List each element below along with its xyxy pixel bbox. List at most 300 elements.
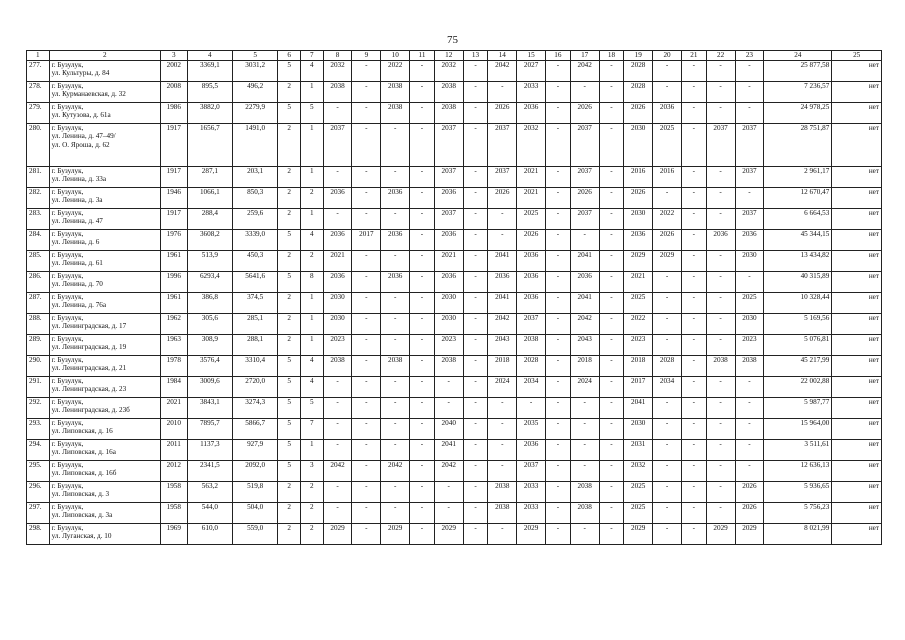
address-cell: г. Бузулук, ул. Липовская, д. 16 <box>49 418 160 439</box>
value-cell: 1 <box>300 166 323 187</box>
value-cell: 2038 <box>434 102 463 123</box>
value-cell: 2023 <box>434 334 463 355</box>
value-cell: - <box>706 187 735 208</box>
value-cell: - <box>546 187 571 208</box>
value-cell: - <box>352 166 381 187</box>
flag-cell: нет <box>832 81 882 102</box>
value-cell: 2030 <box>323 313 352 334</box>
row-number-cell: 282. <box>27 187 50 208</box>
value-cell: 1961 <box>160 292 187 313</box>
column-header-8: 8 <box>323 51 352 61</box>
value-cell: - <box>323 102 352 123</box>
value-cell: 2 <box>300 250 323 271</box>
value-cell: - <box>681 187 706 208</box>
value-cell: 2008 <box>160 81 187 102</box>
value-cell: - <box>599 523 624 544</box>
value-cell: 450,3 <box>233 250 278 271</box>
value-cell: 2034 <box>517 376 546 397</box>
value-cell: - <box>463 102 488 123</box>
value-cell: 2038 <box>323 355 352 376</box>
value-cell: - <box>570 418 599 439</box>
value-cell: 1 <box>300 292 323 313</box>
value-cell: - <box>681 397 706 418</box>
table-row <box>27 523 882 544</box>
table-row <box>27 313 882 334</box>
value-cell: - <box>323 166 352 187</box>
value-cell: - <box>410 166 435 187</box>
value-cell: - <box>546 355 571 376</box>
value-cell: 2037 <box>570 123 599 166</box>
value-cell: 5 <box>278 397 301 418</box>
row-number-cell: 277. <box>27 60 50 81</box>
value-cell: 3608,2 <box>187 229 232 250</box>
value-cell: 2037 <box>434 123 463 166</box>
value-cell: 2029 <box>653 250 682 271</box>
column-header-24: 24 <box>764 51 832 61</box>
value-cell: 2036 <box>323 187 352 208</box>
value-cell: 2036 <box>434 271 463 292</box>
value-cell: 3882,0 <box>187 102 232 123</box>
cost-cell: 5 169,56 <box>764 313 832 334</box>
value-cell: - <box>463 292 488 313</box>
value-cell: 374,5 <box>233 292 278 313</box>
row-number-cell: 291. <box>27 376 50 397</box>
cost-cell: 5 076,81 <box>764 334 832 355</box>
value-cell: - <box>410 397 435 418</box>
column-header-12: 12 <box>434 51 463 61</box>
value-cell: - <box>410 60 435 81</box>
cost-cell: 6 664,53 <box>764 208 832 229</box>
value-cell: 2038 <box>434 81 463 102</box>
column-header-16: 16 <box>546 51 571 61</box>
column-header-6: 6 <box>278 51 301 61</box>
row-number-cell: 288. <box>27 313 50 334</box>
value-cell: 3369,1 <box>187 60 232 81</box>
value-cell: - <box>706 271 735 292</box>
value-cell: - <box>599 376 624 397</box>
value-cell: - <box>735 60 764 81</box>
value-cell: 2042 <box>488 313 517 334</box>
value-cell: - <box>323 376 352 397</box>
value-cell: - <box>681 460 706 481</box>
value-cell: - <box>706 60 735 81</box>
value-cell: - <box>681 229 706 250</box>
value-cell: 2 <box>278 250 301 271</box>
value-cell: - <box>546 271 571 292</box>
value-cell: - <box>546 460 571 481</box>
value-cell: 2017 <box>352 229 381 250</box>
value-cell: 5 <box>278 439 301 460</box>
value-cell: - <box>434 502 463 523</box>
value-cell: 1984 <box>160 376 187 397</box>
value-cell: 5 <box>300 397 323 418</box>
value-cell: 2016 <box>624 166 653 187</box>
table-header <box>27 51 882 61</box>
value-cell: 2 <box>300 481 323 502</box>
value-cell: 2 <box>278 481 301 502</box>
page-number: 75 <box>447 34 458 46</box>
flag-cell: нет <box>832 397 882 418</box>
value-cell: - <box>599 502 624 523</box>
flag-cell: нет <box>832 187 882 208</box>
value-cell: - <box>599 60 624 81</box>
value-cell: 496,2 <box>233 81 278 102</box>
value-cell: - <box>546 123 571 166</box>
column-header-17: 17 <box>570 51 599 61</box>
value-cell: - <box>463 123 488 166</box>
value-cell: 2033 <box>517 81 546 102</box>
value-cell: - <box>735 376 764 397</box>
value-cell: 2029 <box>706 523 735 544</box>
address-cell: г. Бузулук, ул. Ленинградская, д. 23 <box>49 376 160 397</box>
value-cell: 2038 <box>381 355 410 376</box>
value-cell: 2031 <box>624 439 653 460</box>
value-cell: - <box>735 271 764 292</box>
value-cell: 7895,7 <box>187 418 232 439</box>
value-cell: - <box>410 523 435 544</box>
value-cell: 2026 <box>570 187 599 208</box>
table-row <box>27 397 882 418</box>
column-header-2: 2 <box>49 51 160 61</box>
value-cell: 4 <box>300 355 323 376</box>
value-cell: 2021 <box>323 250 352 271</box>
value-cell: - <box>735 81 764 102</box>
value-cell: - <box>381 376 410 397</box>
value-cell: - <box>681 60 706 81</box>
value-cell: 2 <box>300 502 323 523</box>
value-cell: - <box>706 397 735 418</box>
value-cell: - <box>546 439 571 460</box>
table-row <box>27 334 882 355</box>
value-cell: 2041 <box>570 292 599 313</box>
value-cell: 1656,7 <box>187 123 232 166</box>
value-cell: - <box>735 187 764 208</box>
cost-cell: 5 987,77 <box>764 397 832 418</box>
value-cell: - <box>463 313 488 334</box>
value-cell: - <box>352 123 381 166</box>
value-cell: - <box>681 208 706 229</box>
value-cell: - <box>323 481 352 502</box>
value-cell: 2042 <box>434 460 463 481</box>
value-cell: 4 <box>300 229 323 250</box>
value-cell: - <box>599 229 624 250</box>
value-cell: - <box>410 208 435 229</box>
column-header-5: 5 <box>233 51 278 61</box>
value-cell: - <box>463 334 488 355</box>
value-cell: 2036 <box>517 292 546 313</box>
value-cell: - <box>410 81 435 102</box>
value-cell: 5 <box>278 229 301 250</box>
row-number-cell: 298. <box>27 523 50 544</box>
flag-cell: нет <box>832 355 882 376</box>
value-cell: 519,8 <box>233 481 278 502</box>
value-cell: 2 <box>278 123 301 166</box>
value-cell: 2041 <box>488 292 517 313</box>
table-row <box>27 187 882 208</box>
value-cell: 1969 <box>160 523 187 544</box>
value-cell: - <box>570 397 599 418</box>
value-cell: 2 <box>278 523 301 544</box>
value-cell: - <box>706 376 735 397</box>
value-cell: 544,0 <box>187 502 232 523</box>
value-cell: 5 <box>278 460 301 481</box>
value-cell: 2038 <box>381 81 410 102</box>
flag-cell: нет <box>832 376 882 397</box>
value-cell: - <box>323 397 352 418</box>
value-cell: - <box>681 355 706 376</box>
row-number-cell: 293. <box>27 418 50 439</box>
value-cell: 2030 <box>735 313 764 334</box>
value-cell: - <box>352 208 381 229</box>
value-cell: 288,1 <box>233 334 278 355</box>
value-cell: - <box>352 292 381 313</box>
value-cell: - <box>706 250 735 271</box>
value-cell: 2043 <box>570 334 599 355</box>
value-cell: - <box>681 81 706 102</box>
value-cell: 895,5 <box>187 81 232 102</box>
value-cell: 3009,6 <box>187 376 232 397</box>
value-cell: - <box>706 502 735 523</box>
value-cell: - <box>463 60 488 81</box>
value-cell: 2030 <box>624 123 653 166</box>
value-cell: - <box>599 439 624 460</box>
value-cell: 2021 <box>517 166 546 187</box>
value-cell: 2038 <box>517 334 546 355</box>
value-cell: - <box>546 523 571 544</box>
value-cell: 2025 <box>653 123 682 166</box>
value-cell: 4 <box>300 376 323 397</box>
address-cell: г. Бузулук, ул. Ленина, д. 47–49/ ул. О. Яроша, д. 62 <box>49 123 160 166</box>
value-cell: 2036 <box>517 271 546 292</box>
value-cell: 3031,2 <box>233 60 278 81</box>
value-cell: 2029 <box>381 523 410 544</box>
address-cell: г. Бузулук, ул. Ленинградская, д. 17 <box>49 313 160 334</box>
value-cell: - <box>463 418 488 439</box>
value-cell: - <box>323 418 352 439</box>
value-cell: - <box>599 334 624 355</box>
value-cell: 2037 <box>570 208 599 229</box>
value-cell: - <box>488 418 517 439</box>
value-cell: - <box>463 439 488 460</box>
value-cell: 5 <box>278 60 301 81</box>
value-cell: 1 <box>300 208 323 229</box>
value-cell: 1958 <box>160 502 187 523</box>
cost-cell: 8 021,99 <box>764 523 832 544</box>
row-number-cell: 294. <box>27 439 50 460</box>
value-cell: - <box>352 502 381 523</box>
column-header-15: 15 <box>517 51 546 61</box>
value-cell: 2026 <box>735 481 764 502</box>
address-cell: г. Бузулук, ул. Липовская, д. 3 <box>49 481 160 502</box>
row-number-cell: 285. <box>27 250 50 271</box>
value-cell: 2028 <box>517 355 546 376</box>
value-cell: - <box>381 250 410 271</box>
value-cell: 2037 <box>517 460 546 481</box>
value-cell: 2002 <box>160 60 187 81</box>
value-cell: 2011 <box>160 439 187 460</box>
cost-cell: 25 877,58 <box>764 60 832 81</box>
value-cell: - <box>410 460 435 481</box>
value-cell: 2034 <box>653 376 682 397</box>
value-cell: - <box>463 81 488 102</box>
value-cell: 5 <box>278 271 301 292</box>
value-cell: - <box>570 460 599 481</box>
value-cell: 2037 <box>735 123 764 166</box>
value-cell: 2022 <box>381 60 410 81</box>
value-cell: 2025 <box>624 481 653 502</box>
value-cell: 2042 <box>570 313 599 334</box>
value-cell: - <box>381 418 410 439</box>
value-cell: - <box>599 313 624 334</box>
value-cell: 2027 <box>517 60 546 81</box>
value-cell: 2037 <box>323 123 352 166</box>
value-cell: - <box>599 271 624 292</box>
value-cell: 2 <box>278 334 301 355</box>
value-cell: - <box>653 81 682 102</box>
value-cell: - <box>410 355 435 376</box>
value-cell: - <box>681 439 706 460</box>
value-cell: 1917 <box>160 166 187 187</box>
value-cell: - <box>599 166 624 187</box>
value-cell: - <box>352 376 381 397</box>
cost-cell: 13 434,82 <box>764 250 832 271</box>
value-cell: - <box>546 229 571 250</box>
row-number-cell: 279. <box>27 102 50 123</box>
value-cell: - <box>599 418 624 439</box>
value-cell: - <box>681 334 706 355</box>
value-cell: 850,3 <box>233 187 278 208</box>
address-cell: г. Бузулук, ул. Ленинградская, д. 21 <box>49 355 160 376</box>
value-cell: - <box>463 229 488 250</box>
value-cell: 2036 <box>706 229 735 250</box>
value-cell: 2042 <box>570 60 599 81</box>
value-cell: 2038 <box>570 502 599 523</box>
value-cell: - <box>381 439 410 460</box>
value-cell: 2018 <box>488 355 517 376</box>
table-body <box>27 60 882 544</box>
value-cell: 2042 <box>323 460 352 481</box>
flag-cell: нет <box>832 460 882 481</box>
value-cell: 2022 <box>624 313 653 334</box>
column-header-18: 18 <box>599 51 624 61</box>
value-cell: - <box>517 397 546 418</box>
flag-cell: нет <box>832 60 882 81</box>
value-cell: 2025 <box>735 292 764 313</box>
column-header-11: 11 <box>410 51 435 61</box>
address-cell: г. Бузулук, ул. Ленина, д. 3а <box>49 187 160 208</box>
value-cell: 1961 <box>160 250 187 271</box>
value-cell: - <box>352 481 381 502</box>
value-cell: 2038 <box>381 102 410 123</box>
value-cell: - <box>463 187 488 208</box>
value-cell: - <box>463 208 488 229</box>
value-cell: - <box>381 123 410 166</box>
value-cell: 2 <box>278 187 301 208</box>
value-cell: 2030 <box>735 250 764 271</box>
flag-cell: нет <box>832 292 882 313</box>
value-cell: - <box>546 60 571 81</box>
value-cell: - <box>706 208 735 229</box>
value-cell: 203,1 <box>233 166 278 187</box>
value-cell: - <box>488 439 517 460</box>
value-cell: - <box>463 460 488 481</box>
value-cell: 504,0 <box>233 502 278 523</box>
row-number-cell: 280. <box>27 123 50 166</box>
value-cell: 2018 <box>570 355 599 376</box>
value-cell: - <box>681 250 706 271</box>
flag-cell: нет <box>832 523 882 544</box>
flag-cell: нет <box>832 166 882 187</box>
value-cell: 2029 <box>323 523 352 544</box>
value-cell: - <box>488 229 517 250</box>
value-cell: - <box>410 187 435 208</box>
value-cell: 2030 <box>624 418 653 439</box>
value-cell: - <box>434 376 463 397</box>
cost-cell: 45 217,99 <box>764 355 832 376</box>
column-header-25: 25 <box>832 51 882 61</box>
value-cell: - <box>381 481 410 502</box>
column-header-9: 9 <box>352 51 381 61</box>
value-cell: - <box>570 439 599 460</box>
value-cell: 2341,5 <box>187 460 232 481</box>
table-row <box>27 102 882 123</box>
value-cell: 2 <box>278 166 301 187</box>
value-cell: - <box>410 102 435 123</box>
value-cell: 2720,0 <box>233 376 278 397</box>
row-number-cell: 286. <box>27 271 50 292</box>
value-cell: 2026 <box>570 102 599 123</box>
value-cell: 3274,3 <box>233 397 278 418</box>
value-cell: 2024 <box>570 376 599 397</box>
value-cell: 2279,9 <box>233 102 278 123</box>
value-cell: - <box>463 481 488 502</box>
value-cell: - <box>463 502 488 523</box>
value-cell: 2036 <box>434 229 463 250</box>
value-cell: - <box>352 102 381 123</box>
cost-cell: 5 936,65 <box>764 481 832 502</box>
flag-cell: нет <box>832 334 882 355</box>
table-row <box>27 439 882 460</box>
value-cell: - <box>323 439 352 460</box>
column-header-19: 19 <box>624 51 653 61</box>
value-cell: - <box>352 271 381 292</box>
value-cell: 2018 <box>624 355 653 376</box>
value-cell: 2026 <box>624 187 653 208</box>
value-cell: 2021 <box>160 397 187 418</box>
value-cell: 1958 <box>160 481 187 502</box>
value-cell: - <box>653 439 682 460</box>
value-cell: 288,4 <box>187 208 232 229</box>
value-cell: 5866,7 <box>233 418 278 439</box>
value-cell: 2029 <box>434 523 463 544</box>
value-cell: 5 <box>278 418 301 439</box>
column-header-1: 1 <box>27 51 50 61</box>
cost-cell: 15 964,00 <box>764 418 832 439</box>
value-cell: 1996 <box>160 271 187 292</box>
value-cell: - <box>546 250 571 271</box>
flag-cell: нет <box>832 102 882 123</box>
value-cell: 2025 <box>517 208 546 229</box>
value-cell: - <box>681 523 706 544</box>
value-cell: - <box>410 250 435 271</box>
column-header-3: 3 <box>160 51 187 61</box>
value-cell: 2017 <box>624 376 653 397</box>
value-cell: - <box>706 334 735 355</box>
value-cell: 2023 <box>735 334 764 355</box>
value-cell: - <box>463 376 488 397</box>
value-cell: 2028 <box>653 355 682 376</box>
value-cell: - <box>488 208 517 229</box>
